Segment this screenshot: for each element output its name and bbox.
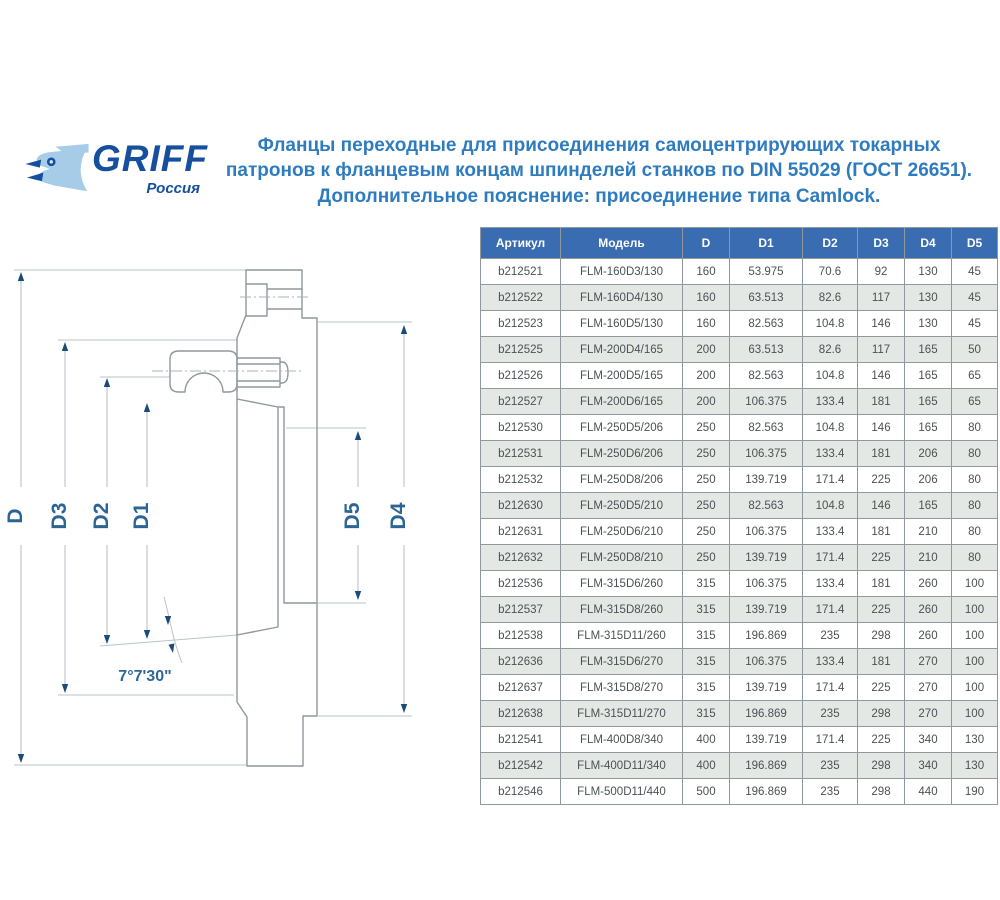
- table-cell: 104.8: [803, 311, 858, 337]
- table-cell: 500: [683, 779, 730, 805]
- table-cell: 225: [858, 597, 905, 623]
- table-cell: 106.375: [730, 571, 803, 597]
- table-cell: 70.6: [803, 259, 858, 285]
- table-cell: 196.869: [730, 779, 803, 805]
- table-cell: FLM-200D5/165: [561, 363, 683, 389]
- table-cell: 80: [952, 467, 998, 493]
- table-row: [481, 701, 998, 727]
- table-cell: 440: [905, 779, 952, 805]
- table-cell: FLM-160D4/130: [561, 285, 683, 311]
- table-cell: FLM-250D5/206: [561, 415, 683, 441]
- table-cell: 106.375: [730, 441, 803, 467]
- col-header-d4: D4: [905, 228, 952, 259]
- table-cell: b212546: [481, 779, 561, 805]
- table-cell: FLM-250D8/206: [561, 467, 683, 493]
- table-cell: 160: [683, 285, 730, 311]
- title-line-2: патронов к фланцевым концам шпинделей станков по DIN 55029 (ГОСТ 26651).: [225, 160, 973, 182]
- table-row: [481, 753, 998, 779]
- table-cell: 250: [683, 519, 730, 545]
- table-cell: 82.6: [803, 285, 858, 311]
- table-cell: FLM-315D8/270: [561, 675, 683, 701]
- table-cell: FLM-400D8/340: [561, 727, 683, 753]
- table-cell: b212531: [481, 441, 561, 467]
- table-cell: 130: [952, 753, 998, 779]
- table-cell: 171.4: [803, 597, 858, 623]
- table-cell: 133.4: [803, 571, 858, 597]
- table-cell: 100: [952, 701, 998, 727]
- table-cell: b212636: [481, 649, 561, 675]
- table-cell: b212525: [481, 337, 561, 363]
- table-cell: 165: [905, 363, 952, 389]
- table-cell: 45: [952, 259, 998, 285]
- table-cell: 250: [683, 545, 730, 571]
- table-cell: 80: [952, 441, 998, 467]
- table-row: [481, 571, 998, 597]
- table-cell: 200: [683, 363, 730, 389]
- table-cell: 63.513: [730, 285, 803, 311]
- table-cell: 181: [858, 649, 905, 675]
- table-cell: 250: [683, 493, 730, 519]
- table-cell: 133.4: [803, 441, 858, 467]
- table-cell: 53.975: [730, 259, 803, 285]
- dim-label-d5: D5: [341, 502, 364, 530]
- table-row: [481, 545, 998, 571]
- table-cell: 206: [905, 441, 952, 467]
- table-cell: 315: [683, 597, 730, 623]
- table-row: [481, 623, 998, 649]
- table-cell: b212631: [481, 519, 561, 545]
- table-cell: 100: [952, 649, 998, 675]
- table-row: [481, 727, 998, 753]
- table-cell: 225: [858, 545, 905, 571]
- table-cell: 181: [858, 441, 905, 467]
- dimension-labels: [4, 502, 410, 529]
- table-cell: 50: [952, 337, 998, 363]
- table-cell: b212527: [481, 389, 561, 415]
- table-cell: 104.8: [803, 415, 858, 441]
- table-cell: 298: [858, 701, 905, 727]
- col-header-article: Артикул: [481, 228, 561, 259]
- table-cell: 190: [952, 779, 998, 805]
- table-cell: 225: [858, 727, 905, 753]
- table-cell: b212530: [481, 415, 561, 441]
- table-cell: 139.719: [730, 545, 803, 571]
- table-cell: 92: [858, 259, 905, 285]
- table-cell: 80: [952, 519, 998, 545]
- table-cell: 165: [905, 493, 952, 519]
- table-cell: FLM-315D8/260: [561, 597, 683, 623]
- table-cell: 130: [905, 259, 952, 285]
- angle-label: 7°7'30": [118, 668, 172, 685]
- brand-country: Россия: [146, 180, 200, 197]
- table-cell: 117: [858, 337, 905, 363]
- table-cell: 133.4: [803, 389, 858, 415]
- col-header-d2: D2: [803, 228, 858, 259]
- table-cell: 104.8: [803, 363, 858, 389]
- table-cell: 146: [858, 415, 905, 441]
- table-row: [481, 259, 998, 285]
- table-cell: 130: [952, 727, 998, 753]
- table-cell: 106.375: [730, 519, 803, 545]
- table-cell: FLM-200D4/165: [561, 337, 683, 363]
- col-header-d: D: [683, 228, 730, 259]
- table-cell: 82.563: [730, 363, 803, 389]
- table-cell: 298: [858, 753, 905, 779]
- table-cell: 196.869: [730, 701, 803, 727]
- table-cell: 315: [683, 675, 730, 701]
- table-row: [481, 597, 998, 623]
- table-cell: 235: [803, 753, 858, 779]
- table-cell: FLM-250D5/210: [561, 493, 683, 519]
- table-row: [481, 493, 998, 519]
- table-cell: b212538: [481, 623, 561, 649]
- page-title: [200, 133, 998, 209]
- table-cell: 400: [683, 727, 730, 753]
- table-cell: 80: [952, 545, 998, 571]
- table-cell: 133.4: [803, 519, 858, 545]
- spec-table: [480, 227, 998, 805]
- flange-profile: [152, 270, 317, 766]
- title-line-3: Дополнительное пояснение: присоединение типа Camlock.: [317, 185, 881, 207]
- table-cell: FLM-315D11/260: [561, 623, 683, 649]
- table-cell: 181: [858, 571, 905, 597]
- table-cell: b212637: [481, 675, 561, 701]
- table-cell: FLM-315D6/260: [561, 571, 683, 597]
- table-row: [481, 649, 998, 675]
- table-cell: 210: [905, 519, 952, 545]
- table-cell: 210: [905, 545, 952, 571]
- col-header-model: Модель: [561, 228, 683, 259]
- table-cell: 315: [683, 623, 730, 649]
- table-cell: 80: [952, 493, 998, 519]
- table-cell: 165: [905, 389, 952, 415]
- table-cell: 298: [858, 623, 905, 649]
- dim-label-d: D: [4, 508, 27, 524]
- table-row: [481, 337, 998, 363]
- table-body: [481, 259, 998, 805]
- table-cell: 250: [683, 441, 730, 467]
- table-cell: b212542: [481, 753, 561, 779]
- table-row: [481, 467, 998, 493]
- table-cell: 315: [683, 649, 730, 675]
- table-cell: b212532: [481, 467, 561, 493]
- table-cell: 160: [683, 259, 730, 285]
- table-cell: 104.8: [803, 493, 858, 519]
- table-cell: 171.4: [803, 545, 858, 571]
- logo: [24, 130, 224, 210]
- table-cell: b212638: [481, 701, 561, 727]
- table-cell: b212632: [481, 545, 561, 571]
- table-cell: 65: [952, 363, 998, 389]
- table-cell: 160: [683, 311, 730, 337]
- dim-label-d1: D1: [130, 502, 153, 530]
- brand-text: GRIFF: [92, 138, 208, 179]
- table-cell: 225: [858, 675, 905, 701]
- table-cell: 100: [952, 623, 998, 649]
- col-header-d5: D5: [952, 228, 998, 259]
- table-cell: FLM-315D6/270: [561, 649, 683, 675]
- table-cell: 270: [905, 675, 952, 701]
- table-cell: 200: [683, 389, 730, 415]
- title-line-1: Фланцы переходные для присоединения самоцентрирующих токарных: [257, 135, 941, 156]
- table-row: [481, 311, 998, 337]
- table-cell: 196.869: [730, 623, 803, 649]
- col-header-d1: D1: [730, 228, 803, 259]
- table-cell: b212536: [481, 571, 561, 597]
- table-cell: FLM-250D8/210: [561, 545, 683, 571]
- table-cell: 82.6: [803, 337, 858, 363]
- table-cell: 235: [803, 623, 858, 649]
- table-cell: 130: [905, 311, 952, 337]
- dim-label-d4: D4: [387, 502, 410, 530]
- table-cell: 270: [905, 649, 952, 675]
- table-cell: FLM-400D11/340: [561, 753, 683, 779]
- table-cell: 260: [905, 597, 952, 623]
- table-cell: 82.563: [730, 415, 803, 441]
- table-cell: 340: [905, 753, 952, 779]
- table-cell: 225: [858, 467, 905, 493]
- table-cell: 260: [905, 623, 952, 649]
- table-cell: 171.4: [803, 675, 858, 701]
- table-cell: 100: [952, 597, 998, 623]
- table-cell: 146: [858, 311, 905, 337]
- table-cell: FLM-315D11/270: [561, 701, 683, 727]
- table-cell: b212541: [481, 727, 561, 753]
- table-cell: 139.719: [730, 597, 803, 623]
- table-cell: 250: [683, 467, 730, 493]
- table-cell: FLM-250D6/206: [561, 441, 683, 467]
- table-cell: 130: [905, 285, 952, 311]
- table-cell: 106.375: [730, 389, 803, 415]
- table-row: [481, 389, 998, 415]
- table-cell: 181: [858, 389, 905, 415]
- table-cell: 133.4: [803, 649, 858, 675]
- table-cell: 80: [952, 415, 998, 441]
- table-cell: 235: [803, 779, 858, 805]
- table-cell: 100: [952, 571, 998, 597]
- table-cell: 82.563: [730, 493, 803, 519]
- table-cell: 340: [905, 727, 952, 753]
- table-cell: 196.869: [730, 753, 803, 779]
- table-cell: 146: [858, 363, 905, 389]
- table-cell: 250: [683, 415, 730, 441]
- table-cell: 165: [905, 337, 952, 363]
- table-row: [481, 415, 998, 441]
- table-cell: b212630: [481, 493, 561, 519]
- griff-bird-icon: [24, 132, 90, 206]
- table-cell: 100: [952, 675, 998, 701]
- table-cell: 139.719: [730, 675, 803, 701]
- table-cell: 400: [683, 753, 730, 779]
- table-cell: b212537: [481, 597, 561, 623]
- table-cell: 45: [952, 311, 998, 337]
- table-row: [481, 779, 998, 805]
- table-cell: 165: [905, 415, 952, 441]
- table-cell: b212521: [481, 259, 561, 285]
- angle-annotation: [118, 597, 182, 685]
- table-cell: 65: [952, 389, 998, 415]
- table-row: [481, 363, 998, 389]
- table-cell: 63.513: [730, 337, 803, 363]
- table-cell: 106.375: [730, 649, 803, 675]
- table-cell: b212523: [481, 311, 561, 337]
- table-cell: FLM-500D11/440: [561, 779, 683, 805]
- table-cell: 139.719: [730, 467, 803, 493]
- table-cell: b212522: [481, 285, 561, 311]
- table-cell: 206: [905, 467, 952, 493]
- table-cell: b212526: [481, 363, 561, 389]
- table-cell: 139.719: [730, 727, 803, 753]
- table-header-row: [481, 228, 998, 259]
- table-cell: 315: [683, 701, 730, 727]
- table-cell: 270: [905, 701, 952, 727]
- table-cell: 171.4: [803, 727, 858, 753]
- table-cell: 260: [905, 571, 952, 597]
- table-row: [481, 285, 998, 311]
- table-row: [481, 519, 998, 545]
- table-cell: 117: [858, 285, 905, 311]
- table-row: [481, 441, 998, 467]
- table-cell: 171.4: [803, 467, 858, 493]
- table-cell: 315: [683, 571, 730, 597]
- table-cell: FLM-200D6/165: [561, 389, 683, 415]
- dim-label-d3: D3: [48, 502, 71, 530]
- table-cell: FLM-250D6/210: [561, 519, 683, 545]
- table-cell: FLM-160D5/130: [561, 311, 683, 337]
- table-cell: 298: [858, 779, 905, 805]
- table-cell: 200: [683, 337, 730, 363]
- flange-section-drawing: [0, 250, 478, 805]
- table-cell: 181: [858, 519, 905, 545]
- table-cell: 82.563: [730, 311, 803, 337]
- col-header-d3: D3: [858, 228, 905, 259]
- table-row: [481, 675, 998, 701]
- dim-label-d2: D2: [90, 502, 113, 530]
- table-cell: 45: [952, 285, 998, 311]
- table-cell: 235: [803, 701, 858, 727]
- table-cell: 146: [858, 493, 905, 519]
- table-cell: FLM-160D3/130: [561, 259, 683, 285]
